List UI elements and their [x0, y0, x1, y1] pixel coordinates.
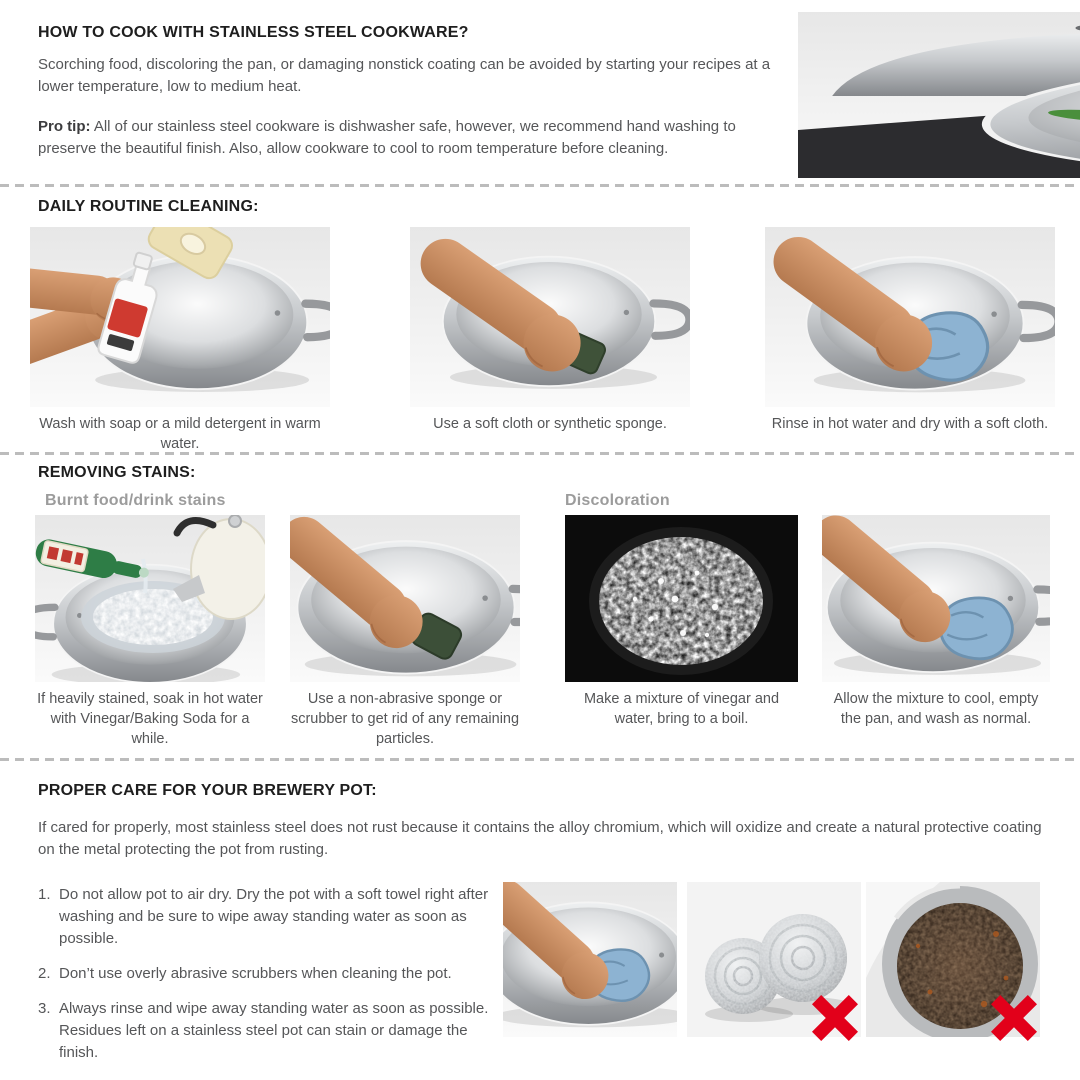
stains-step-3 [565, 515, 798, 729]
section-how-to-cook [38, 24, 786, 160]
daily-step-1 [30, 227, 330, 454]
photo-wipe-cooled-pan [822, 515, 1050, 682]
stains-step-caption: Allow the mixture to cool, empty the pan, and wash as normal. [833, 691, 1039, 727]
list-number: 3. [38, 1000, 51, 1017]
stains-step-4 [822, 515, 1050, 729]
stains-step-caption: Make a mixture of vinegar and water, bring to a boil. [583, 691, 780, 727]
photo-dry-towel [503, 882, 677, 1037]
stains-step-1 [35, 515, 265, 749]
care-paragraph: If cared for properly, most stainless steel does not rust because it contains the alloy chromium, which will oxidize and create a natural protective coating on the metal protecting the pot from rusting. [38, 819, 1042, 858]
photo-wok-stir-fry [798, 12, 1080, 178]
dashed-divider-2 [0, 452, 1080, 455]
section-title-daily-cleaning: DAILY ROUTINE CLEANING: [38, 198, 259, 215]
sublabel-discoloration: Discoloration [565, 492, 670, 509]
daily-step-caption: Rinse in hot water and dry with a soft cloth. [771, 416, 1049, 432]
cook-paragraph: Scorching food, discoloring the pan, or damaging nonstick coating can be avoided by starting your recipes at a lower temperature, low to medium heat. [38, 56, 771, 95]
list-text: Always rinse and wipe away standing water as soon as possible. Residues left on a stainless steel pot can stain or damage the finish. [59, 1000, 489, 1061]
care-tips-list [38, 884, 506, 1077]
photo-boiling-mixture [565, 515, 798, 682]
pro-tip-text: All of our stainless steel cookware is dishwasher safe, however, we recommend hand washing to preserve the beautiful finish. Also, allow cookware to cool to room temperature before cleaning. [38, 118, 736, 157]
care-tip-2 [38, 963, 506, 985]
section-title-proper-care: PROPER CARE FOR YOUR BREWERY POT: [38, 782, 377, 799]
care-photo-2 [687, 882, 861, 1037]
prohibited-x-icon [812, 995, 858, 1041]
care-tip-1 [38, 884, 506, 950]
pro-tip-label: Pro tip: [38, 118, 91, 135]
prohibited-x-icon [991, 995, 1037, 1041]
dashed-divider-3 [0, 758, 1080, 761]
daily-step-3 [765, 227, 1055, 434]
stains-step-caption: If heavily stained, soak in hot water with Vinegar/Baking Soda for a while. [37, 691, 263, 747]
photo-soft-sponge [410, 227, 690, 407]
stains-step-2 [290, 515, 520, 749]
photo-wash-with-soap [30, 227, 330, 407]
list-number: 1. [38, 886, 51, 903]
care-photo-3 [866, 882, 1040, 1037]
pro-tip-paragraph [38, 116, 786, 160]
list-text: Don’t use overly abrasive scrubbers when cleaning the pot. [59, 965, 452, 982]
care-photo-1 [503, 882, 677, 1037]
stains-step-caption: Use a non-abrasive sponge or scrubber to get rid of any remaining particles. [290, 691, 520, 747]
section-title-how-to-cook: HOW TO COOK WITH STAINLESS STEEL COOKWARE? [38, 24, 469, 41]
daily-step-caption: Use a soft cloth or synthetic sponge. [433, 416, 667, 432]
care-tip-3 [38, 998, 506, 1064]
list-text: Do not allow pot to air dry. Dry the pot with a soft towel right after washing and be sure to wipe away standing water as soon as possible. [59, 886, 489, 947]
daily-step-2 [410, 227, 690, 434]
list-number: 2. [38, 965, 51, 982]
dashed-divider-1 [0, 184, 1080, 187]
section-title-removing-stains: REMOVING STAINS: [38, 464, 196, 481]
photo-soak-vinegar [35, 515, 265, 682]
photo-rinse-dry [765, 227, 1055, 407]
photo-scrub-particles [290, 515, 520, 682]
sublabel-burnt-stains: Burnt food/drink stains [45, 492, 226, 509]
daily-step-caption: Wash with soap or a mild detergent in warm water. [39, 416, 321, 452]
